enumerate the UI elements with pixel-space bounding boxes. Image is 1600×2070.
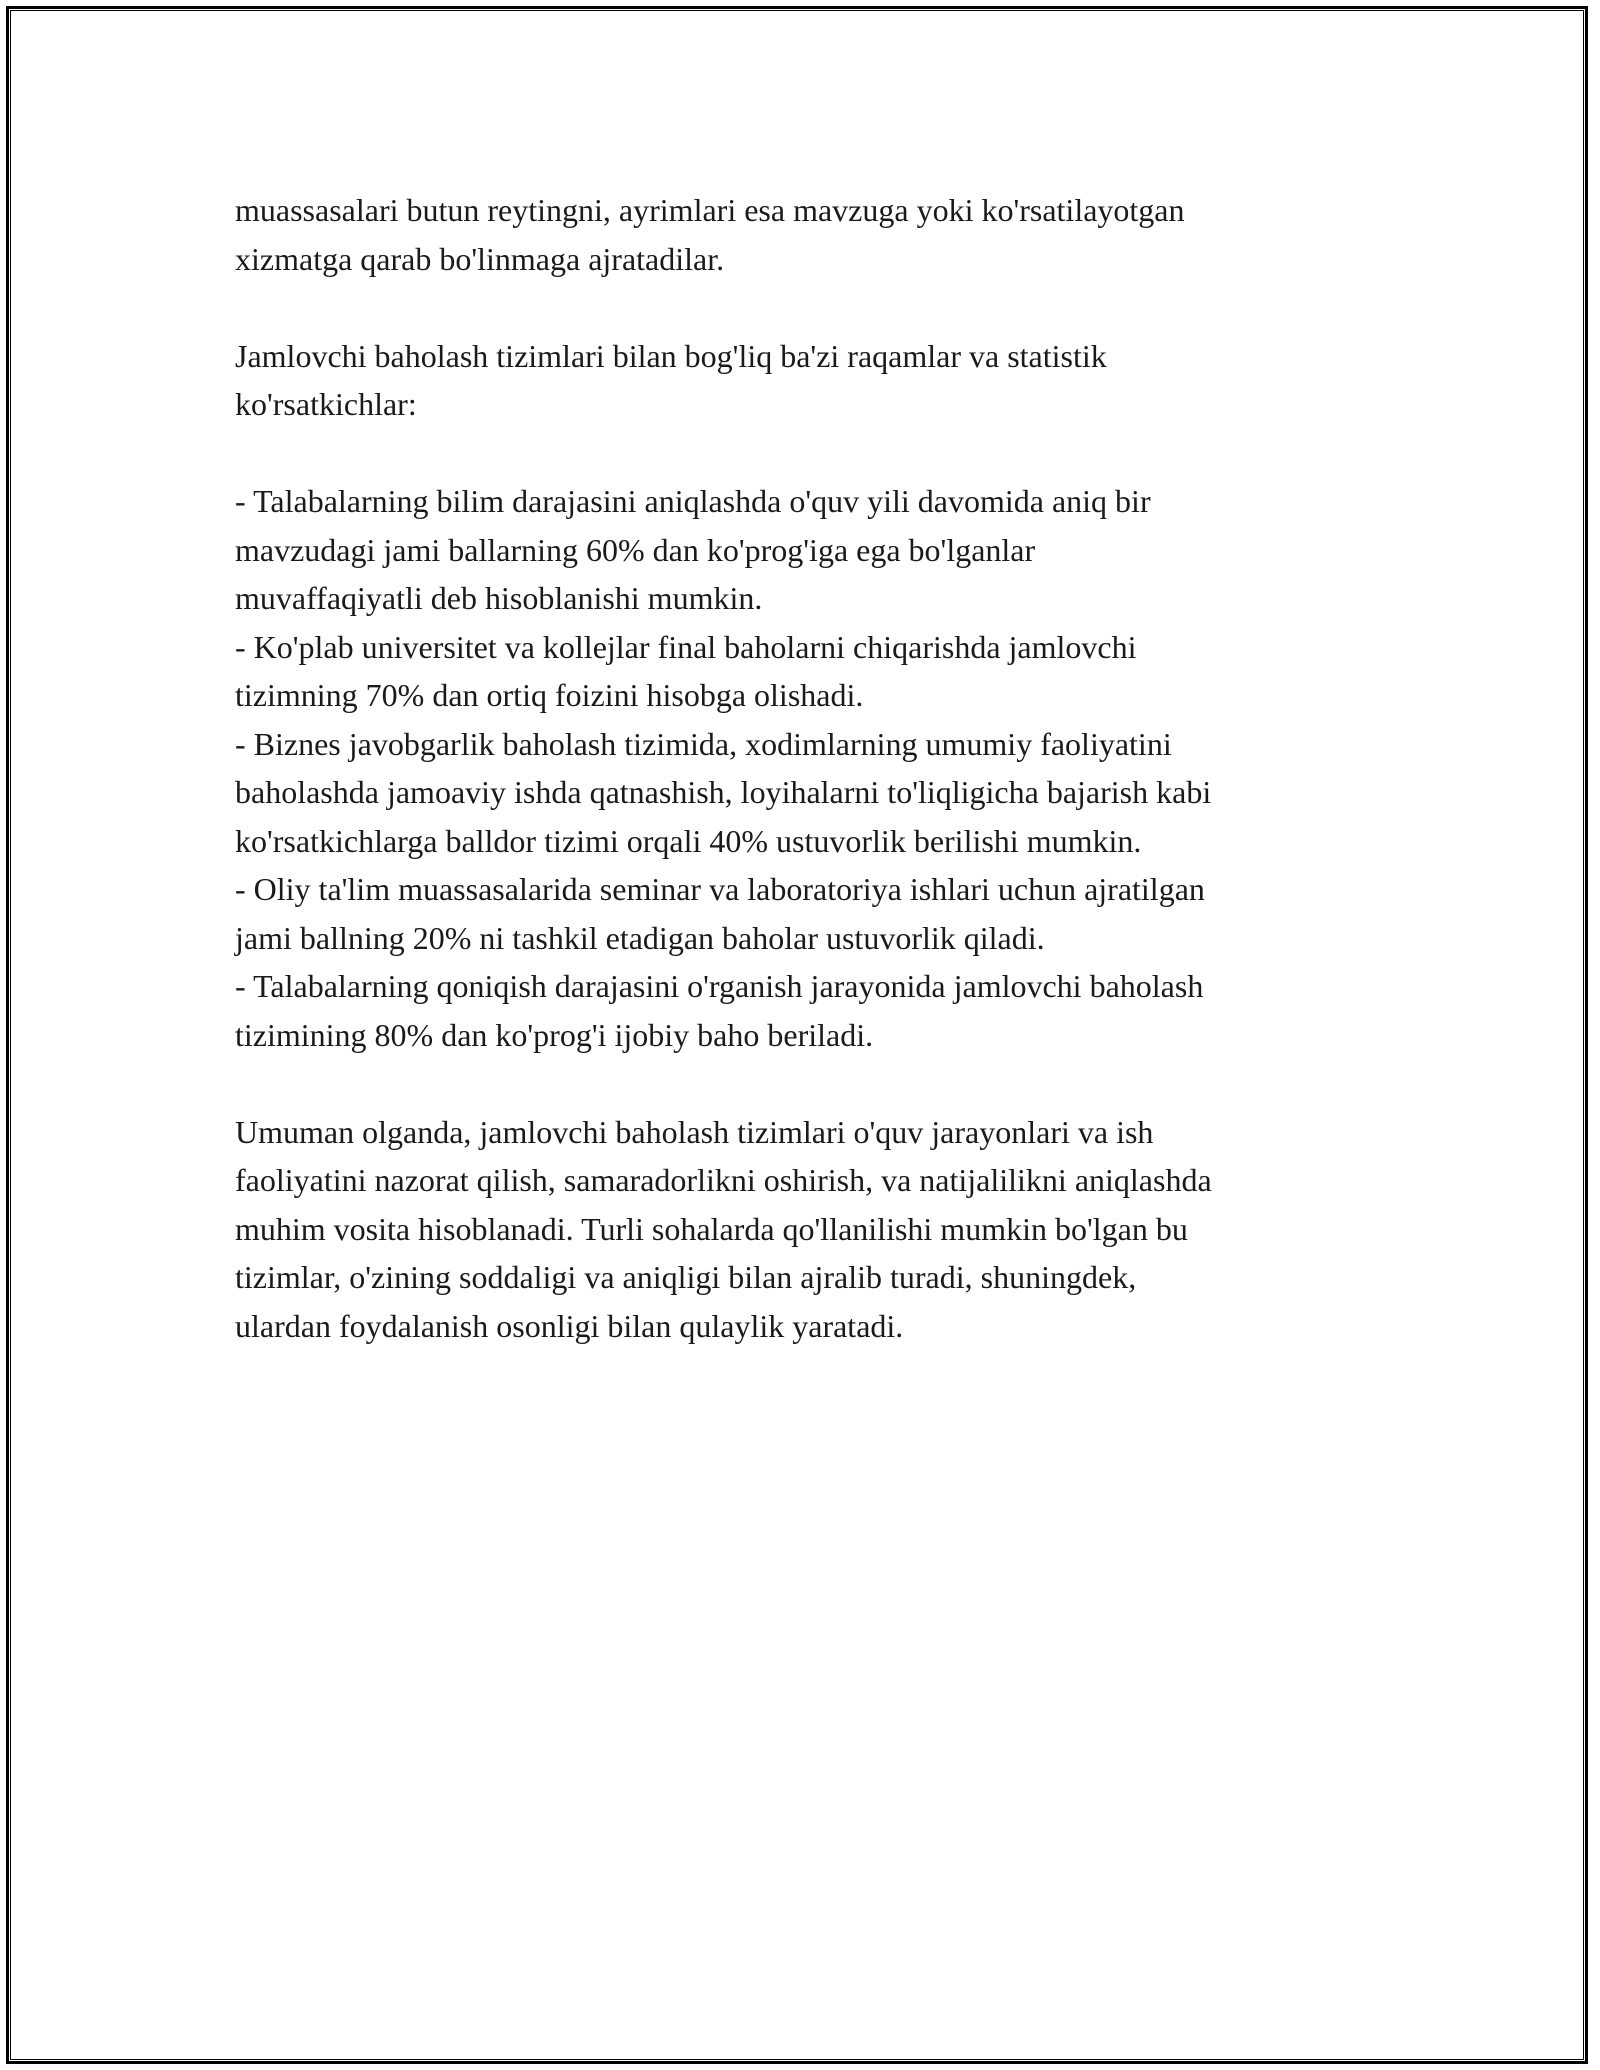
paragraph-gap bbox=[235, 429, 1375, 478]
paragraph-4-line-4: tizimlar, o'zining soddaligi va aniqligi bilan ajralib turadi, shuningdek, bbox=[235, 1259, 1137, 1295]
list-line-5: tizimning 70% dan ortiq foizini hisobga olishadi. bbox=[235, 677, 864, 713]
list-line-7: baholashda jamoaviy ishda qatnashish, loyihalarni to'liqligicha bajarish kabi bbox=[235, 774, 1212, 810]
list-line-3: muvaffaqiyatli deb hisoblanishi mumkin. bbox=[235, 580, 763, 616]
paragraph-2-line-1: Jamlovchi baholash tizimlari bilan bog'liq ba'zi raqamlar va statistik bbox=[235, 337, 1107, 374]
list-line-12: tizimining 80% dan ko'prog'i ijobiy baho beriladi. bbox=[235, 1016, 874, 1053]
list-line-4: - Ko'plab universitet va kollejlar final baholarni chiqarishda jamlovchi bbox=[235, 628, 1137, 665]
list-line-2: mavzudagi jami ballarning 60% dan ko'prog'iga ega bo'lganlar bbox=[235, 531, 1036, 568]
paragraph-4-line-5: ulardan foydalanish osonligi bilan qulaylik yaratadi. bbox=[235, 1307, 904, 1344]
list-line-11: - Talabalarning qoniqish darajasini o'rganish jarayonida jamlovchi baholash bbox=[235, 968, 1204, 1004]
paragraph-1-line-1: muassasalari butun reytingni, ayrimlari esa mavzuga yoki ko'rsatilayotgan bbox=[235, 192, 1185, 228]
list-line-10: jami ballning 20% ni tashkil etadigan baholar ustuvorlik qiladi. bbox=[235, 919, 1045, 956]
paragraph-4-line-1: Umuman olganda, jamlovchi baholash tizimlari o'quv jarayonlari va ish bbox=[235, 1113, 1154, 1150]
paragraph-4-line-3: muhim vosita hisoblanadi. Turli sohalarda qo'llanilishi mumkin bo'lgan bu bbox=[235, 1210, 1188, 1247]
document-body bbox=[235, 186, 1375, 1350]
paragraph-2-line-2: ko'rsatkichlar: bbox=[235, 386, 417, 422]
paragraph-gap bbox=[235, 283, 1375, 332]
list-line-6: - Biznes javobgarlik baholash tizimida, xodimlarning umumiy faoliyatini bbox=[235, 725, 1172, 762]
paragraph-1-line-2: xizmatga qarab bo'linmaga ajratadilar. bbox=[235, 240, 725, 277]
paragraph-4-line-2: faoliyatini nazorat qilish, samaradorlikni oshirish, va natijalilikni aniqlashda bbox=[235, 1162, 1212, 1198]
list-line-1: - Talabalarning bilim darajasini aniqlashda o'quv yili davomida aniq bir bbox=[235, 483, 1151, 519]
list-line-8: ko'rsatkichlarga balldor tizimi orqali 40% ustuvorlik berilishi mumkin. bbox=[235, 822, 1142, 859]
list-line-9: - Oliy ta'lim muassasalarida seminar va laboratoriya ishlari uchun ajratilgan bbox=[235, 871, 1205, 907]
paragraph-gap bbox=[235, 1059, 1375, 1108]
